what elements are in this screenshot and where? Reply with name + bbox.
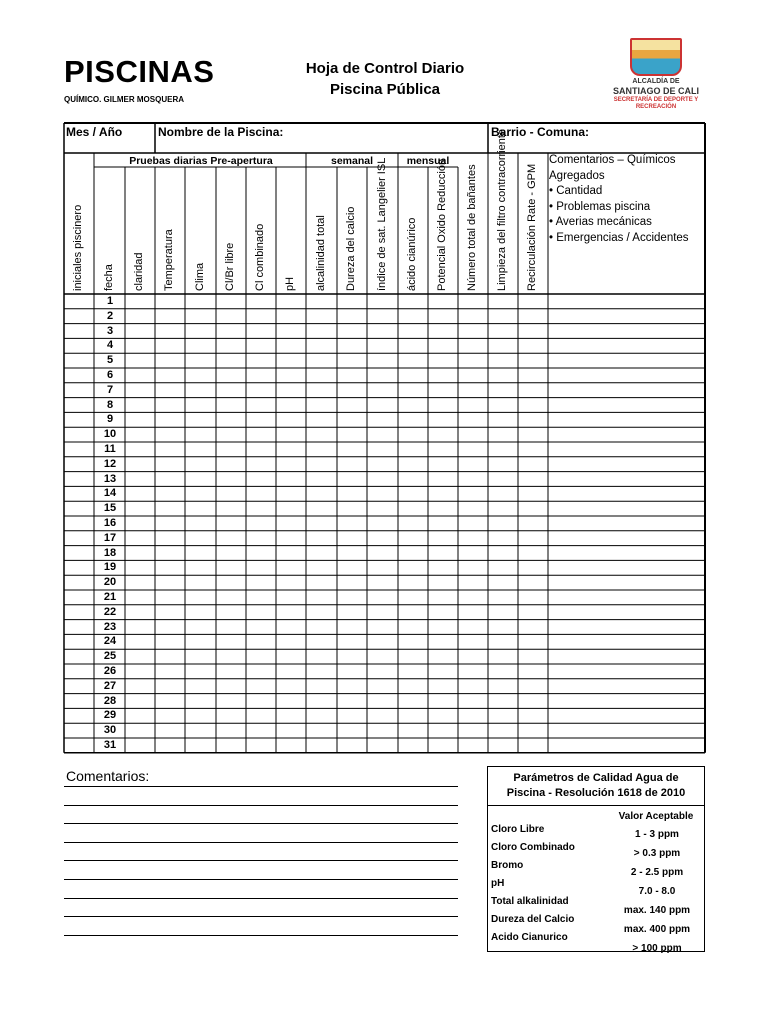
column-label: Potencial Oxido Reducción bbox=[436, 158, 448, 291]
parameter-name: Cloro Libre bbox=[491, 824, 545, 835]
parameter-name: Cloro Combinado bbox=[491, 842, 575, 853]
column-label: ácido cianúrico bbox=[406, 217, 418, 291]
day-number: 23 bbox=[103, 620, 117, 633]
day-number: 13 bbox=[103, 472, 117, 485]
group-monthly-label: mensual bbox=[406, 155, 450, 167]
column-label: Dureza del calcio bbox=[345, 206, 357, 291]
column-label: claridad bbox=[133, 252, 145, 291]
comments-item: • Problemas piscina bbox=[549, 200, 705, 216]
comentarios-label: Comentarios: bbox=[66, 768, 150, 784]
column-label: Clima bbox=[193, 262, 206, 291]
day-number: 22 bbox=[103, 605, 117, 618]
comment-line bbox=[64, 842, 458, 843]
column-label: fecha bbox=[102, 264, 115, 291]
day-number: 7 bbox=[106, 383, 114, 396]
comment-line bbox=[64, 916, 458, 917]
day-number: 16 bbox=[103, 517, 117, 529]
parameter-name: Dureza del Calcio bbox=[491, 914, 575, 925]
nombre-piscina-label: Nombre de la Piscina: bbox=[158, 125, 284, 139]
day-number: 24 bbox=[103, 635, 117, 648]
chemist-name: QUÍMICO. GILMER MOSQUERA bbox=[64, 95, 184, 104]
group-daily-label: Pruebas diarias Pre-apertura bbox=[129, 155, 273, 167]
day-number: 31 bbox=[103, 739, 117, 751]
day-number: 18 bbox=[103, 546, 117, 559]
column-label: Cl combinado bbox=[254, 223, 266, 291]
day-number: 1 bbox=[106, 295, 114, 307]
day-number: 6 bbox=[106, 369, 114, 381]
value-header: Valor Aceptable bbox=[618, 811, 694, 822]
logo-line-1: ALCALDÍA DE bbox=[632, 78, 680, 85]
title-line-1: Hoja de Control Diario bbox=[305, 60, 465, 77]
day-number: 21 bbox=[103, 591, 117, 603]
parameters-title-line-2: Piscina - Resolución 1618 de 2010 bbox=[506, 787, 686, 799]
day-number: 12 bbox=[103, 457, 117, 470]
comment-line bbox=[64, 935, 458, 936]
day-number: 27 bbox=[103, 679, 117, 692]
parameter-value: 7.0 - 8.0 bbox=[638, 886, 676, 897]
day-number: 25 bbox=[103, 650, 117, 663]
comment-line bbox=[64, 860, 458, 861]
day-number: 10 bbox=[103, 428, 117, 441]
comments-list bbox=[549, 184, 705, 246]
day-number: 15 bbox=[103, 502, 117, 515]
day-number: 28 bbox=[103, 694, 117, 707]
parameter-value: 1 - 3 ppm bbox=[635, 829, 679, 840]
parameters-box bbox=[487, 766, 705, 952]
parameters-divider bbox=[488, 805, 704, 806]
parameter-name: Acido Cianurico bbox=[491, 932, 568, 943]
parameter-value: max. 400 ppm bbox=[623, 924, 691, 935]
parameters-title-line-1: Parámetros de Calidad Agua de bbox=[513, 772, 679, 784]
comment-line bbox=[64, 786, 458, 787]
day-number: 11 bbox=[104, 443, 116, 455]
column-label: Cl/Br libre bbox=[224, 242, 236, 291]
day-number: 30 bbox=[103, 724, 117, 737]
parameters-title bbox=[488, 771, 704, 801]
parameter-name: pH bbox=[491, 878, 505, 889]
comment-line bbox=[64, 898, 458, 899]
barrio-comuna-label: Barrio - Comuna: bbox=[491, 125, 590, 139]
comments-header-text: Comentarios – Químicos Agregados bbox=[549, 154, 676, 182]
comment-line bbox=[64, 879, 458, 880]
day-number: 8 bbox=[106, 398, 114, 411]
day-number: 29 bbox=[103, 709, 117, 722]
mes-ano-label: Mes / Año bbox=[66, 125, 123, 139]
comment-line bbox=[64, 805, 458, 806]
parameter-value: > 100 ppm bbox=[632, 943, 682, 954]
comment-line bbox=[64, 823, 458, 824]
column-label: Recirculación Rate - GPM bbox=[526, 163, 538, 291]
logo-line-2: SANTIAGO DE CALI bbox=[612, 86, 699, 96]
day-number: 14 bbox=[103, 487, 117, 500]
column-label: Número total de bañantes bbox=[466, 164, 478, 291]
parameter-name: Total alkalinidad bbox=[491, 896, 569, 907]
column-label: Limpieza del filtro contracorriente bbox=[496, 128, 508, 291]
brand-title: PISCINAS bbox=[64, 54, 215, 89]
day-number: 4 bbox=[106, 339, 114, 352]
column-label: índice de sat. Langelier ISL bbox=[375, 157, 388, 291]
day-number: 3 bbox=[106, 324, 114, 337]
day-number: 20 bbox=[103, 576, 117, 589]
day-number: 9 bbox=[106, 413, 114, 426]
title-line-2: Piscina Pública bbox=[329, 81, 441, 98]
parameter-name: Bromo bbox=[491, 860, 524, 871]
group-weekly-label: semanal bbox=[330, 155, 374, 167]
comments-column-header bbox=[549, 153, 705, 246]
day-number: 19 bbox=[103, 561, 117, 574]
day-number: 5 bbox=[106, 354, 114, 367]
column-label: pH bbox=[284, 276, 296, 291]
logo-line-3: SECRETARÍA DE DEPORTE Y RECREACIÓN bbox=[613, 97, 699, 110]
column-label: Temperatura bbox=[163, 229, 175, 291]
column-label: iniciales piscinero bbox=[72, 204, 84, 291]
parameter-value: 2 - 2.5 ppm bbox=[630, 867, 684, 878]
comments-item: • Averias mecánicas bbox=[549, 215, 705, 231]
day-number: 17 bbox=[103, 531, 117, 544]
parameter-value: > 0.3 ppm bbox=[633, 848, 681, 859]
day-number: 26 bbox=[103, 665, 117, 677]
parameter-value: max. 140 ppm bbox=[623, 905, 691, 916]
column-label: alcalinidad total bbox=[314, 215, 327, 291]
day-number: 2 bbox=[106, 309, 114, 322]
comments-item: • Cantidad bbox=[549, 184, 705, 200]
comments-item: • Emergencias / Accidentes bbox=[549, 231, 705, 247]
